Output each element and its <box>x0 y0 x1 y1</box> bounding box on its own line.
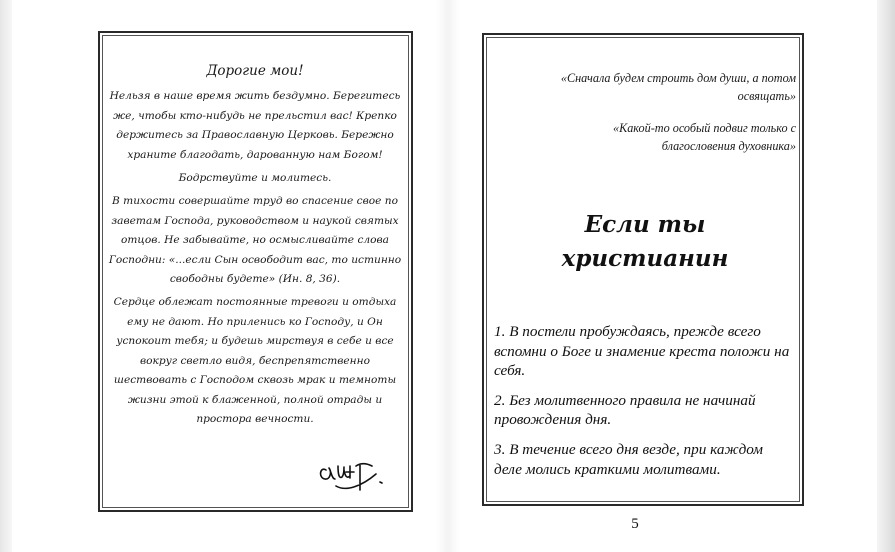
letter-greeting: Дорогие мои! <box>206 63 304 79</box>
page-title-line: христианин <box>561 245 729 272</box>
rule-item: 3. В течение всего дня везде, при каждом деле молись краткими молитвами. <box>494 440 763 478</box>
book-edge-right <box>877 0 895 552</box>
book-gutter <box>436 0 460 552</box>
page-number: 5 <box>631 516 639 532</box>
rule-item: 1. В постели пробуждаясь, прежде всего вспомни о Боге и знамение креста положи на себя. <box>494 323 790 380</box>
letter-paragraph: Бодрствуйте и молитесь. <box>178 172 332 185</box>
handwritten-signature <box>316 452 396 496</box>
rules-list <box>494 322 794 489</box>
rule-item: 2. Без молитвенного правила не начинай провождения дня. <box>494 391 756 429</box>
letter-paragraph: Нельзя в наше время жить бездумно. Берегитесь же, чтобы кто-нибудь не прельстил вас! Крепко держитесь за Православную Церковь. Бережно храните благодать, дарованную нам Богом! <box>109 90 401 161</box>
epigraph-quote: «Какой-то особый подвиг только с благословения духовника» <box>613 121 796 153</box>
page-title <box>540 208 750 276</box>
book-edge-left <box>0 0 12 552</box>
letter-paragraph: В тихости совершайте труд во спасение свое по заветам Господа, руководством и наукой святых отцов. Не забывайте, но осмысливайте слова Господни: «...если Сын освободит вас, то истинно свободны будете» (Ин. 8, 36). <box>108 195 402 286</box>
epigraph-quote: «Сначала будем строить дом души, а потом освящать» <box>560 71 796 103</box>
epigraph-quotes <box>560 69 796 169</box>
page-title-line: Если ты <box>584 211 706 238</box>
letter-paragraph: Сердце облежат постоянные тревоги и отдыха ему не дают. Но приленись ко Господу, и Он успокоит тебя; и будешь мирствуя в себе и все вокруг светло видя, беспрепятственно шествовать с Господом сквозь мрак и темноты жизни этой к блаженной, полной отрады и простора вечности. <box>113 296 397 425</box>
letter-text <box>108 62 402 433</box>
